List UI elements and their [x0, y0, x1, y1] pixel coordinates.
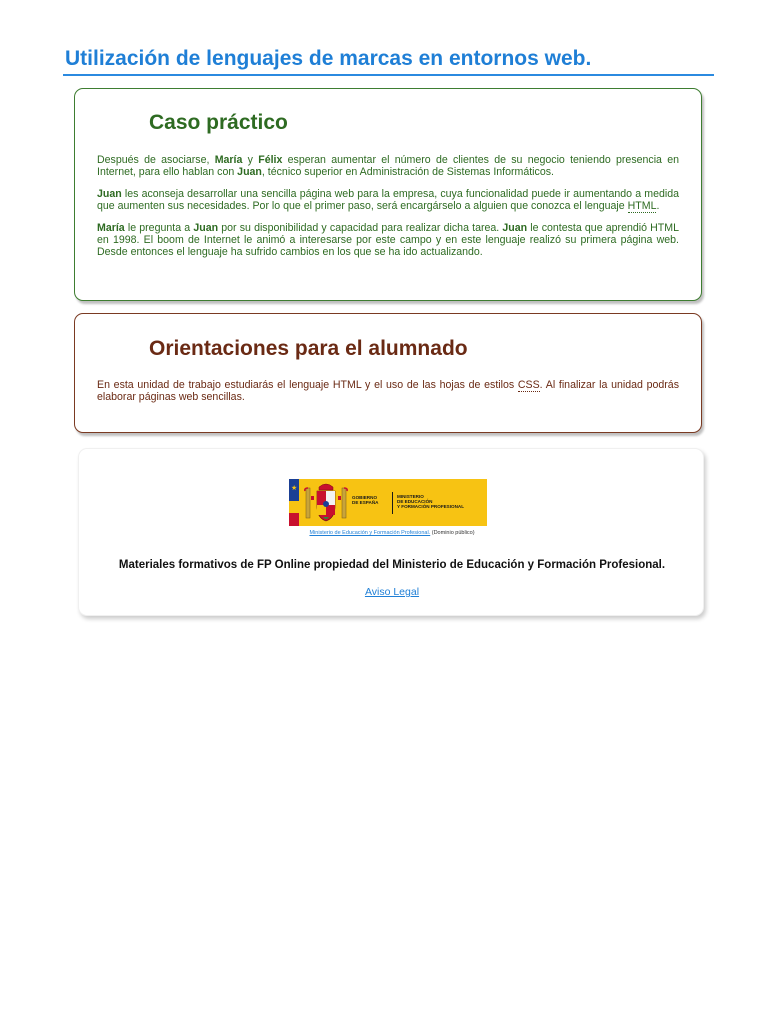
materials-statement: Materiales formativos de FP Online propiedad del Ministerio de Educación y Formación Profesional. [118, 559, 666, 571]
text-run: En esta unidad de trabajo estudiarás el lenguaje HTML y el uso de las hojas de estilos [97, 379, 518, 391]
abbr-html[interactable]: HTML [627, 200, 657, 212]
name-juan: Juan [237, 166, 262, 178]
text-run: esperan aumentar el número de clientes de su negocio teniendo presencia en Internet, para ello hablan con [97, 154, 679, 178]
caso-practico-box [74, 88, 702, 301]
logo-divider [392, 492, 393, 514]
footer-box [78, 448, 704, 616]
coat-of-arms-icon [303, 482, 349, 523]
name-juan: Juan [193, 222, 219, 234]
text-run: le contesta que aprendió HTML en 1998. El boom de Internet le animó a interesarse por este campo y en este lenguaje realizó su primera página web. Desde entonces el lenguaje ha sufrido cambios en los que se ha ido actualizando. [97, 222, 679, 258]
orientaciones-paragraph [97, 379, 679, 403]
caso-paragraph-1 [97, 154, 679, 178]
name-juan: Juan [502, 222, 528, 234]
text-run: . Al finalizar la unidad podrás elaborar páginas web sencillas. [97, 379, 679, 403]
aviso-legal-link[interactable]: Aviso Legal [364, 586, 420, 598]
document-title: Utilización de lenguajes de marcas en entornos web. [65, 47, 592, 70]
ministry-link[interactable]: Ministerio de Educación y Formación Profesional. [309, 530, 431, 536]
ministry-logo [289, 479, 487, 526]
name-juan: Juan [97, 188, 122, 200]
text-run: le pregunta a [124, 222, 194, 234]
orientaciones-heading: Orientaciones para el alumnado [149, 337, 468, 360]
orientaciones-body [97, 379, 679, 413]
spain-flag-icon: ★ [289, 479, 299, 526]
text-run: . [656, 200, 660, 212]
text-run: Después de asociarse, [97, 154, 215, 166]
caso-practico-body [97, 154, 679, 268]
caso-practico-heading: Caso práctico [149, 111, 288, 134]
logo-text-ministerio: MINISTERIO DE EDUCACIÓN Y FORMACIÓN PROFESIONAL [397, 494, 465, 509]
caption-license: (Dominio público) [430, 530, 475, 536]
caso-paragraph-3 [97, 222, 679, 258]
logo-caption [79, 530, 705, 536]
legal-link-row [79, 586, 705, 598]
orientaciones-box [74, 313, 702, 433]
text-run: y [242, 154, 259, 166]
text-run: por su disponibilidad y capacidad para realizar dicha tarea. [218, 222, 503, 234]
text-run: les aconseja desarrollar una sencilla página web para la empresa, cuya funcionalidad puede ir aumentando a medida que aumenten sus necesidades. Por lo que el primer paso, será encargárselo a alguien que conozca el lenguaje [97, 188, 679, 212]
title-underline [63, 74, 714, 76]
name-felix: Félix [258, 154, 283, 166]
caso-paragraph-2 [97, 188, 679, 212]
name-maria: María [214, 154, 243, 166]
name-maria: María [97, 222, 125, 234]
text-run: , técnico superior en Administración de Sistemas Informáticos. [261, 166, 554, 178]
logo-text-gobierno: GOBIERNO DE ESPAÑA [352, 495, 379, 505]
abbr-css[interactable]: CSS [517, 379, 540, 391]
